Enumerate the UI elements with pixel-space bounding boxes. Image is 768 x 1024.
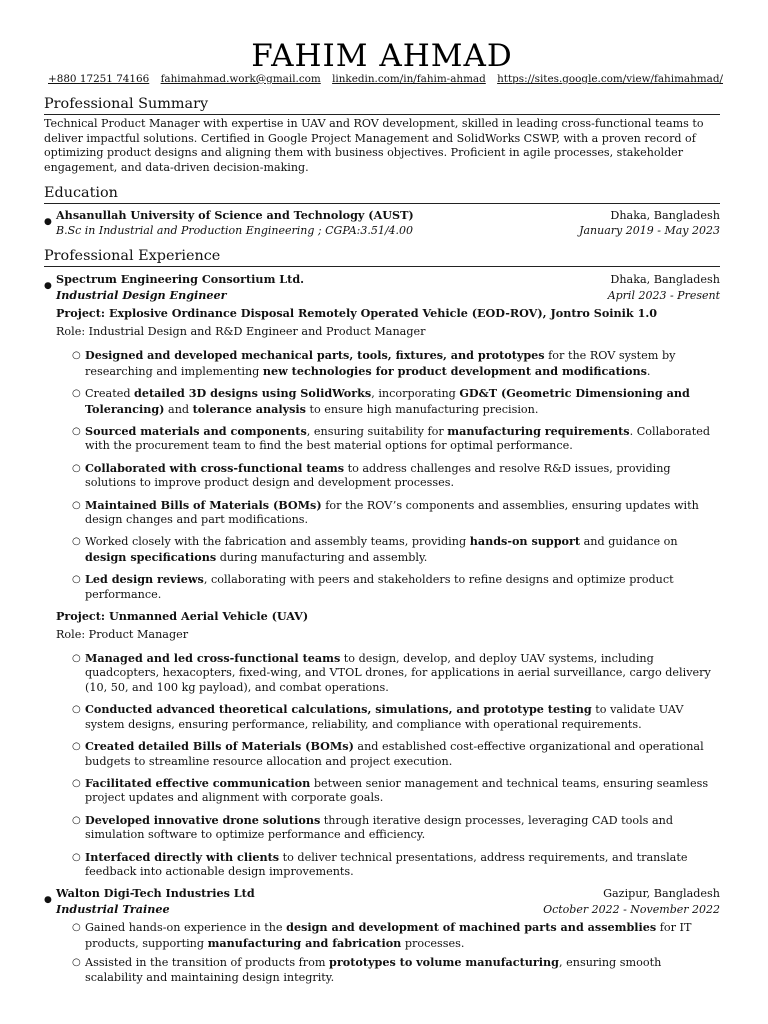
bullet-text: to validate UAV system designs, ensuring performance, reliability, and compliance with operational requirements.	[85, 703, 684, 731]
hollow-circle-icon: ○	[72, 704, 81, 716]
education-location: Dhaka, Bangladesh	[610, 209, 720, 223]
bullet-item	[72, 348, 720, 379]
hollow-circle-icon: ○	[72, 426, 81, 437]
bullet-text: Worked closely with the fabrication and assembly teams, providing	[85, 535, 470, 549]
bullet-text: , ensuring suitability for	[306, 425, 448, 438]
institution-name: Ahsanullah University of Science and Technology (AUST)	[56, 208, 414, 223]
bullet-text: between senior management and technical teams, ensuring seamless project updates and alignment with corporate goals.	[85, 776, 709, 805]
job-position: Industrial Design Engineer	[56, 287, 227, 302]
hollow-circle-icon: ○	[72, 814, 81, 826]
bullet-emphasis: GD&T (Geometric Dimensioning and Tolerancing)	[85, 386, 690, 416]
bullet-text: for the ROV system by researching and implementing	[85, 349, 676, 378]
bullet-emphasis: design and development of machined parts and assemblies	[286, 920, 657, 935]
hollow-circle-icon: ○	[72, 777, 81, 789]
website-link[interactable]: https://sites.google.com/view/fahimahmad/	[497, 73, 724, 85]
hollow-circle-icon: ○	[72, 388, 81, 400]
bullet-text: through iterative design processes, leveraging CAD tools and simulation software to optimize performance and efficiency.	[85, 813, 673, 842]
bullet-emphasis: manufacturing requirements	[447, 424, 630, 438]
job-entry	[44, 272, 720, 303]
bullet-emphasis: Created detailed Bills of Materials (BOMs)	[85, 739, 354, 754]
bullet-item	[72, 850, 720, 880]
linkedin-link[interactable]: linkedin.com/in/fahim-ahmad	[332, 73, 486, 85]
section-title-education: Education	[44, 184, 720, 204]
bullet-text: for IT products, supporting	[85, 921, 692, 950]
hollow-circle-icon: ○	[72, 499, 81, 511]
section-title-experience: Professional Experience	[44, 247, 720, 267]
bullet-item	[72, 534, 720, 565]
bullet-text: , collaborating with peers and stakeholders to refine designs and optimize product performance.	[85, 573, 674, 601]
bullet-text: Assisted in the transition of products from	[85, 956, 330, 970]
bullet-item	[72, 776, 720, 806]
bullet-text: to deliver technical presentations, address requirements, and translate feedback into actionable design improvements.	[85, 850, 688, 878]
hollow-circle-icon: ○	[72, 574, 81, 586]
phone-link[interactable]: +880 17251 74166	[48, 73, 150, 85]
bullet-text: to design, develop, and deploy UAV systems, including quadcopters, hexacopters, fixed-wing, and VTOL drones, for applications in aerial surveillance, cargo delivery (10, 50, and 100 kg payload), and combat operations.	[85, 652, 711, 694]
bullet-text: during manufacturing and assembly.	[216, 550, 428, 564]
resume-page	[44, 38, 724, 989]
bullet-item	[72, 920, 720, 951]
bullet-text: .	[646, 364, 651, 378]
bullet-text: processes.	[401, 936, 465, 950]
bullet-emphasis: Sourced materials and components	[85, 424, 307, 438]
candidate-name: FAHIM AHMAD	[251, 38, 513, 74]
hollow-circle-icon: ○	[72, 350, 81, 362]
bullet-emphasis: manufacturing and fabrication	[207, 935, 402, 950]
bullet-text: , incorporating	[371, 387, 460, 401]
bullet-emphasis: design specifications	[85, 549, 217, 564]
bullet-dot: ●	[44, 895, 52, 906]
bullet-emphasis: Collaborated with cross-functional teams	[85, 460, 345, 475]
job-location: Gazipur, Bangladesh	[603, 887, 720, 901]
summary-text: Technical Product Manager with expertise in UAV and ROV development, skilled in leading cross-functional teams to deliver impactful solutions. Certified in Google Project Management and SolidWorks CSWP, with a proven record of optimizing product designs and aligning them with business objectives. Proficient in agile processes, stakeholder engagement, and data-driven decision-making.	[44, 117, 704, 174]
bullet-text: to address challenges and resolve R&D issues, providing solutions to improve product design and development processes.	[85, 461, 671, 490]
job-dates: October 2022 - November 2022	[543, 902, 720, 916]
bullet-emphasis: prototypes to volume manufacturing	[329, 955, 560, 970]
bullet-item	[72, 739, 720, 769]
bullet-emphasis: hands-on support	[469, 534, 581, 549]
bullet-text: to ensure high manufacturing precision.	[305, 402, 539, 416]
project-title: Project: Explosive Ordinance Disposal Remotely Operated Vehicle (EOD-ROV), Jontro Soinik 1.0	[56, 306, 658, 321]
bullet-emphasis: Facilitated effective communication	[85, 775, 311, 790]
bullet-text: Created	[85, 387, 135, 401]
education-dates: January 2019 - May 2023	[579, 223, 720, 237]
bullet-dot: ●	[44, 281, 52, 292]
bullet-item	[72, 572, 720, 602]
email-link[interactable]: fahimahmad.work@gmail.com	[160, 73, 321, 85]
job-entry	[44, 886, 720, 917]
bullet-list	[72, 920, 720, 985]
bullet-item	[72, 498, 720, 528]
bullet-item	[72, 461, 720, 491]
job-position: Industrial Trainee	[56, 901, 170, 916]
bullet-item	[72, 386, 720, 417]
contact-line	[44, 72, 724, 86]
bullet-item	[72, 651, 720, 695]
bullet-emphasis: Maintained Bills of Materials (BOMs)	[85, 497, 322, 512]
hollow-circle-icon: ○	[72, 922, 81, 934]
bullet-emphasis: detailed 3D designs using SolidWorks	[134, 386, 372, 401]
education-entry	[44, 208, 720, 238]
job-dates: April 2023 - Present	[607, 288, 720, 302]
bullet-emphasis: new technologies for product development and modifications	[262, 363, 647, 378]
bullet-text: for the ROV’s components and assemblies, ensuring updates with design changes and part modifications.	[85, 498, 699, 527]
hollow-circle-icon: ○	[72, 462, 81, 474]
bullet-text: Gained hands-on experience in the	[85, 921, 287, 935]
bullet-emphasis: Led design reviews	[85, 572, 204, 587]
bullet-text: . Collaborated with the procurement team to find the best material options for optimal performance.	[85, 425, 711, 453]
bullet-text: , ensuring smooth scalability and maintaining design integrity.	[85, 956, 662, 984]
bullet-list	[72, 651, 720, 879]
project-role: Role: Industrial Design and R&D Engineer and Product Manager	[56, 324, 426, 338]
bullet-text: and guidance on	[580, 535, 678, 549]
bullet-emphasis: Interfaced directly with clients	[85, 849, 280, 864]
hollow-circle-icon: ○	[72, 957, 81, 969]
bullet-emphasis: Conducted advanced theoretical calculations, simulations, and prototype testing	[85, 702, 592, 717]
project-title: Project: Unmanned Aerial Vehicle (UAV)	[56, 609, 309, 624]
company-name: Spectrum Engineering Consortium Ltd.	[56, 272, 305, 287]
bullet-item	[72, 955, 720, 985]
hollow-circle-icon: ○	[72, 653, 81, 665]
degree: B.Sc in Industrial and Production Engineering ; CGPA:3.51/4.00	[56, 223, 414, 237]
job-location: Dhaka, Bangladesh	[610, 273, 720, 287]
section-title-summary: Professional Summary	[44, 95, 720, 115]
company-name: Walton Digi-Tech Industries Ltd	[56, 886, 255, 901]
bullet-text: and established cost-effective organizational and operational budgets to streamline resource allocation and project execution.	[85, 740, 704, 768]
hollow-circle-icon: ○	[72, 741, 81, 753]
bullet-list	[72, 348, 720, 602]
bullet-emphasis: Designed and developed mechanical parts, tools, fixtures, and prototypes	[85, 348, 545, 363]
hollow-circle-icon: ○	[72, 851, 81, 863]
bullet-emphasis: Managed and led cross-functional teams	[85, 651, 341, 666]
bullet-item	[72, 424, 720, 454]
bullet-dot: ●	[44, 217, 52, 228]
bullet-emphasis: Developed innovative drone solutions	[85, 812, 321, 827]
bullet-emphasis: tolerance analysis	[192, 401, 306, 416]
bullet-text: and	[164, 402, 193, 416]
hollow-circle-icon: ○	[72, 536, 81, 548]
bullet-item	[72, 813, 720, 843]
project-role: Role: Product Manager	[56, 627, 189, 641]
bullet-item	[72, 702, 720, 732]
